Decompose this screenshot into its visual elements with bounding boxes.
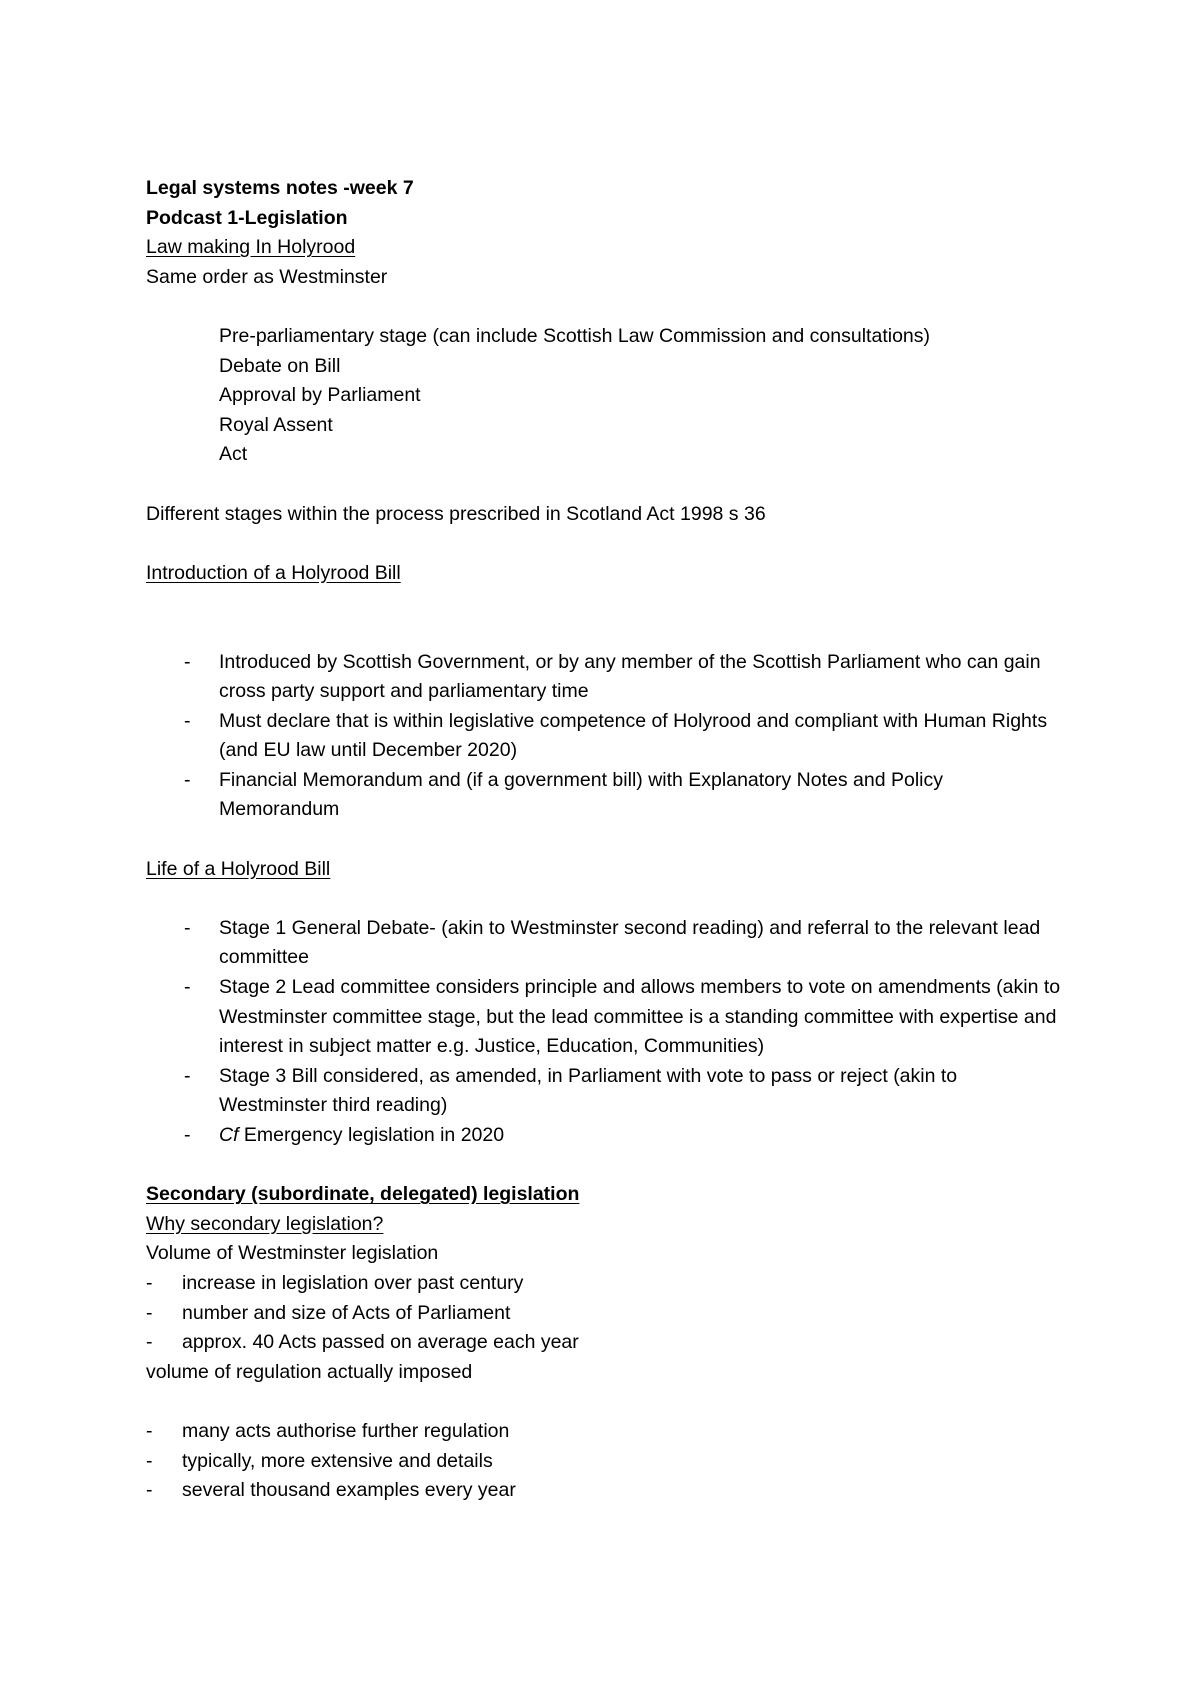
volume-list [146, 1269, 1076, 1358]
list-item [146, 1121, 1076, 1151]
section-heading-law-making: Law making In Holyrood [146, 236, 356, 259]
regulation-heading: volume of regulation actually imposed [146, 1360, 473, 1383]
introduction-list [146, 648, 1076, 826]
list-item-text: Must declare that is within legislative competence of Holyrood and compliant with Human Rights (and EU law until December 2020) [219, 709, 1048, 762]
dash-bullet: - [184, 916, 191, 939]
list-item [146, 1476, 1076, 1506]
list-item-text: approx. 40 Acts passed on average each year [182, 1331, 579, 1354]
list-item-text: increase in legislation over past century [182, 1271, 524, 1294]
list-item [146, 766, 1076, 825]
dash-bullet: - [184, 976, 191, 999]
spacer [146, 1387, 1076, 1417]
document-title: Legal systems notes -week 7 [146, 177, 414, 199]
list-item [146, 1447, 1076, 1477]
dash-bullet: - [184, 650, 191, 673]
list-item-text: Stage 2 Lead committee considers principle and allows members to vote on amendments (akin to Westminster committee stage, but the lead committee is a standing committee with expertise and interest in subject matter e.g. Justice, Education, Communities) [219, 976, 1061, 1058]
volume-heading: Volume of Westminster legislation [146, 1242, 439, 1265]
list-item-text: Financial Memorandum and (if a government bill) with Explanatory Notes and Policy Memorandum [219, 768, 944, 821]
dash-bullet: - [146, 1271, 153, 1294]
list-item-text: typically, more extensive and details [182, 1449, 493, 1472]
list-item-text: several thousand examples every year [182, 1479, 516, 1502]
list-item-text: Introduced by Scottish Government, or by any member of the Scottish Parliament who can gain cross party support and parliamentary time [219, 650, 1041, 703]
stage-item: Approval by Parliament [219, 384, 421, 407]
section-intro: Same order as Westminster [146, 265, 388, 288]
stage-item: Pre-parliamentary stage (can include Scottish Law Commission and consultations) [219, 324, 930, 347]
list-item-text: number and size of Acts of Parliament [182, 1301, 511, 1324]
list-item [146, 1062, 1076, 1121]
list-item [146, 1299, 1076, 1329]
section-heading-introduction: Introduction of a Holyrood Bill [146, 561, 401, 584]
dash-bullet: - [184, 709, 191, 732]
dash-bullet: - [146, 1331, 153, 1354]
list-item-text: many acts authorise further regulation [182, 1419, 510, 1442]
list-item [146, 648, 1076, 707]
list-item [146, 1269, 1076, 1299]
stage-item: Royal Assent [219, 413, 333, 436]
spacer [146, 292, 1076, 322]
section-heading-secondary: Secondary (subordinate, delegated) legislation [146, 1183, 580, 1206]
regulation-list [146, 1417, 1076, 1506]
dash-bullet: - [184, 768, 191, 791]
dash-bullet: - [184, 1124, 191, 1146]
document-subtitle: Podcast 1-Legislation [146, 206, 348, 229]
dash-bullet: - [146, 1301, 153, 1324]
spacer [146, 884, 1076, 914]
section-subheading-why: Why secondary legislation? [146, 1212, 384, 1235]
dash-bullet: - [146, 1479, 153, 1502]
spacer [146, 529, 1076, 559]
list-item [146, 1328, 1076, 1358]
dash-bullet: - [184, 1064, 191, 1087]
spacer [146, 470, 1076, 500]
spacer [146, 1151, 1076, 1181]
list-item-text: Stage 3 Bill considered, as amended, in Parliament with vote to pass or reject (akin to Westminster third reading) [219, 1064, 958, 1117]
section-heading-life-of-bill: Life of a Holyrood Bill [146, 857, 331, 880]
list-item [146, 914, 1076, 973]
spacer [146, 588, 1076, 618]
list-item [146, 973, 1076, 1062]
spacer [146, 825, 1076, 855]
spacer [146, 618, 1076, 648]
stage-item: Debate on Bill [219, 354, 341, 377]
stage-item: Act [219, 443, 248, 466]
list-item [146, 1417, 1076, 1447]
list-item [146, 707, 1076, 766]
cf-abbreviation: Cf [219, 1124, 239, 1146]
list-item-text: Stage 1 General Debate- (akin to Westminster second reading) and referral to the relevant lead committee [219, 916, 1041, 969]
list-item-rest: Emergency legislation in 2020 [238, 1124, 505, 1146]
bill-stages-list [146, 914, 1076, 1151]
list-item-text [219, 1121, 1064, 1151]
dash-bullet: - [146, 1449, 153, 1472]
dash-bullet: - [146, 1419, 153, 1442]
document-body [146, 174, 1076, 1506]
stages-note: Different stages within the process prescribed in Scotland Act 1998 s 36 [146, 502, 766, 525]
